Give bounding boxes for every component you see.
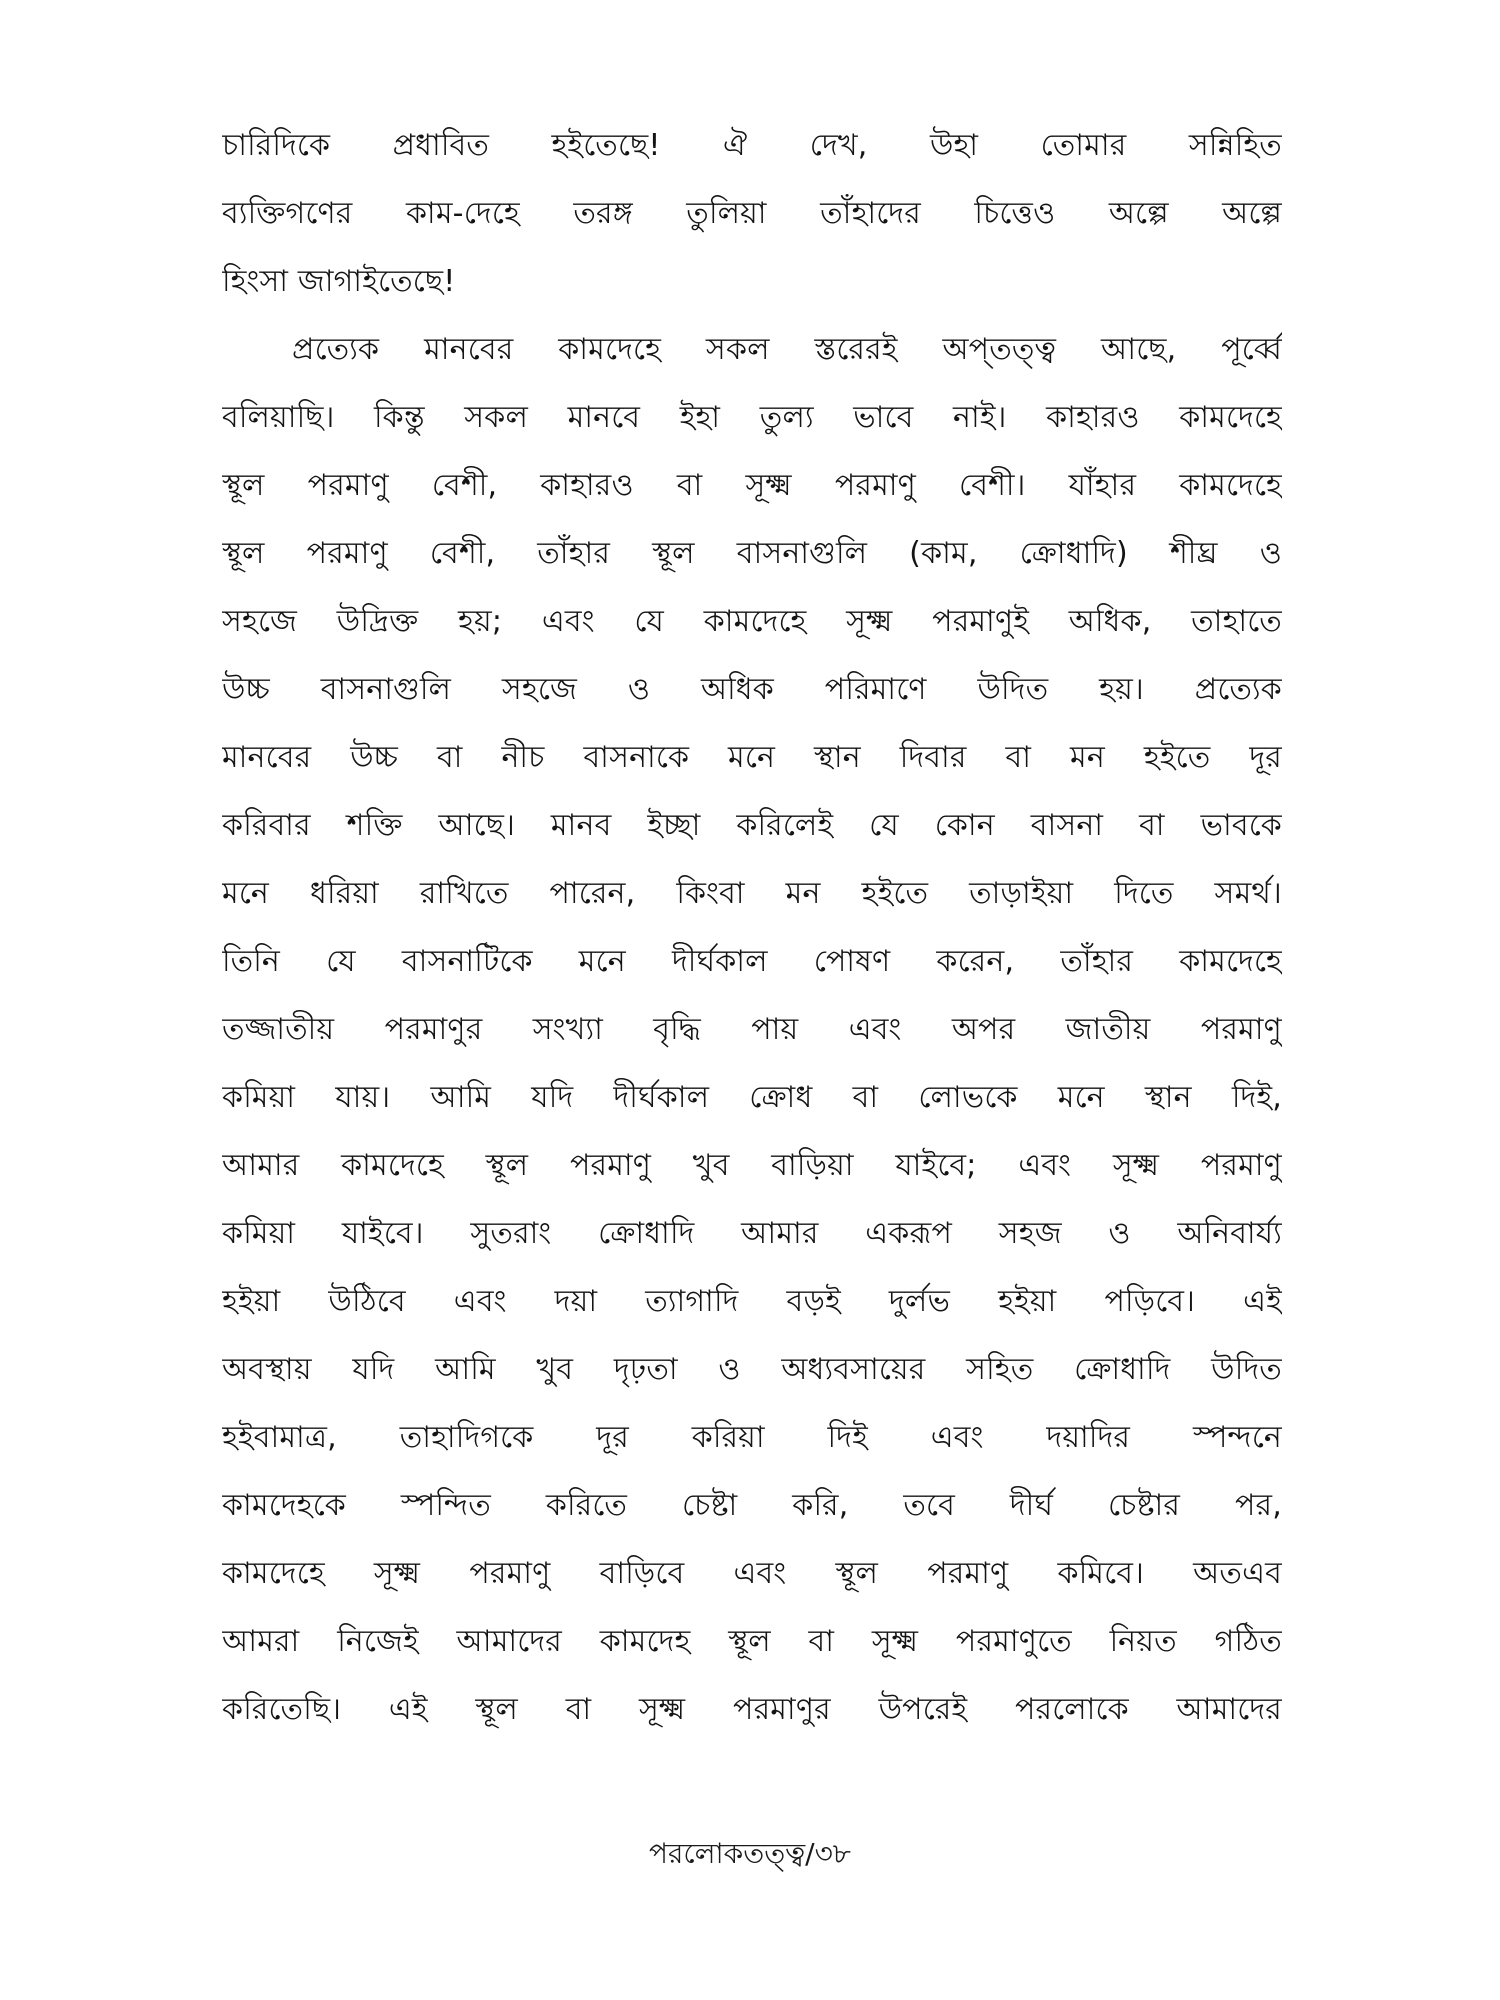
text-line: চারিদিকে প্রধাবিত হইতেছে! ঐ দেখ, উহা তোমার সন্নিহিত xyxy=(222,128,1282,163)
body-text xyxy=(222,112,1282,1752)
text-line: কামদেহকে স্পন্দিত করিতে চেষ্টা করি, তবে দীর্ঘ চেষ্টার পর, xyxy=(222,1488,1282,1523)
text-line: কামদেহে সূক্ষ্ম পরমাণু বাড়িবে এবং স্থূল পরমাণু কমিবে। অতএব xyxy=(222,1556,1282,1591)
text-line: কমিয়া যায়। আমি যদি দীর্ঘকাল ক্রোধ বা লোভকে মনে স্থান দিই, xyxy=(222,1080,1282,1115)
text-line: অবস্থায় যদি আমি খুব দৃঢ়তা ও অধ্যবসায়ের সহিত ক্রোধাদি উদিত xyxy=(222,1352,1282,1387)
text-line: স্থূল পরমাণু বেশী, তাঁহার স্থূল বাসনাগুলি (কাম, ক্রোধাদি) শীঘ্র ও xyxy=(222,536,1282,571)
text-line: করিবার শক্তি আছে। মানব ইচ্ছা করিলেই যে কোন বাসনা বা ভাবকে xyxy=(222,808,1282,843)
text-line: আমরা নিজেই আমাদের কামদেহ স্থূল বা সূক্ষ্ম পরমাণুতে নিয়ত গঠিত xyxy=(222,1624,1282,1659)
text-line: তিনি যে বাসনাটিকে মনে দীর্ঘকাল পোষণ করেন, তাঁহার কামদেহে xyxy=(222,944,1282,979)
text-line: মনে ধরিয়া রাখিতে পারেন, কিংবা মন হইতে তাড়াইয়া দিতে সমর্থ। xyxy=(222,876,1282,911)
text-line: স্থূল পরমাণু বেশী, কাহারও বা সূক্ষ্ম পরমাণু বেশী। যাঁহার কামদেহে xyxy=(222,468,1282,503)
page-footer-number: পরলোকতত্ত্ব/৩৮ xyxy=(649,1837,851,1870)
text-line: ব্যক্তিগণের কাম-দেহে তরঙ্গ তুলিয়া তাঁহাদের চিত্তেও অল্পে অল্পে xyxy=(222,196,1282,231)
text-line: কমিয়া যাইবে। সুতরাং ক্রোধাদি আমার একরূপ সহজ ও অনিবার্য্য xyxy=(222,1216,1282,1251)
text-line: উচ্চ বাসনাগুলি সহজে ও অধিক পরিমাণে উদিত হয়। প্রত্যেক xyxy=(222,672,1282,707)
text-line: প্রত্যেক মানবের কামদেহে সকল স্তরেরই অপ্‌তত্ত্ব আছে, পূর্ব্বে xyxy=(292,332,1282,367)
text-line: সহজে উদ্রিক্ত হয়; এবং যে কামদেহে সূক্ষ্ম পরমাণুই অধিক, তাহাতে xyxy=(222,604,1282,639)
text-line: হিংসা জাগাইতেছে! xyxy=(222,264,456,299)
text-line xyxy=(222,1744,1282,1752)
text-line: মানবের উচ্চ বা নীচ বাসনাকে মনে স্থান দিবার বা মন হইতে দূর xyxy=(222,740,1282,775)
text-line: আমার কামদেহে স্থূল পরমাণু খুব বাড়িয়া যাইবে; এবং সূক্ষ্ম পরমাণু xyxy=(222,1148,1282,1183)
text-line: করিতেছি। এই স্থূল বা সূক্ষ্ম পরমাণুর উপরেই পরলোকে আমাদের xyxy=(222,1692,1282,1727)
text-line: হইবামাত্র, তাহাদিগকে দূর করিয়া দিই এবং দয়াদির স্পন্দনে xyxy=(222,1420,1282,1455)
text-line: হইয়া উঠিবে এবং দয়া ত্যাগাদি বড়ই দুর্লভ হইয়া পড়িবে। এই xyxy=(222,1284,1282,1319)
text-line: তজ্জাতীয় পরমাণুর সংখ্যা বৃদ্ধি পায় এবং অপর জাতীয় পরমাণু xyxy=(222,1012,1282,1047)
text-line: বলিয়াছি। কিন্তু সকল মানবে ইহা তুল্য ভাবে নাই। কাহারও কামদেহে xyxy=(222,400,1282,435)
